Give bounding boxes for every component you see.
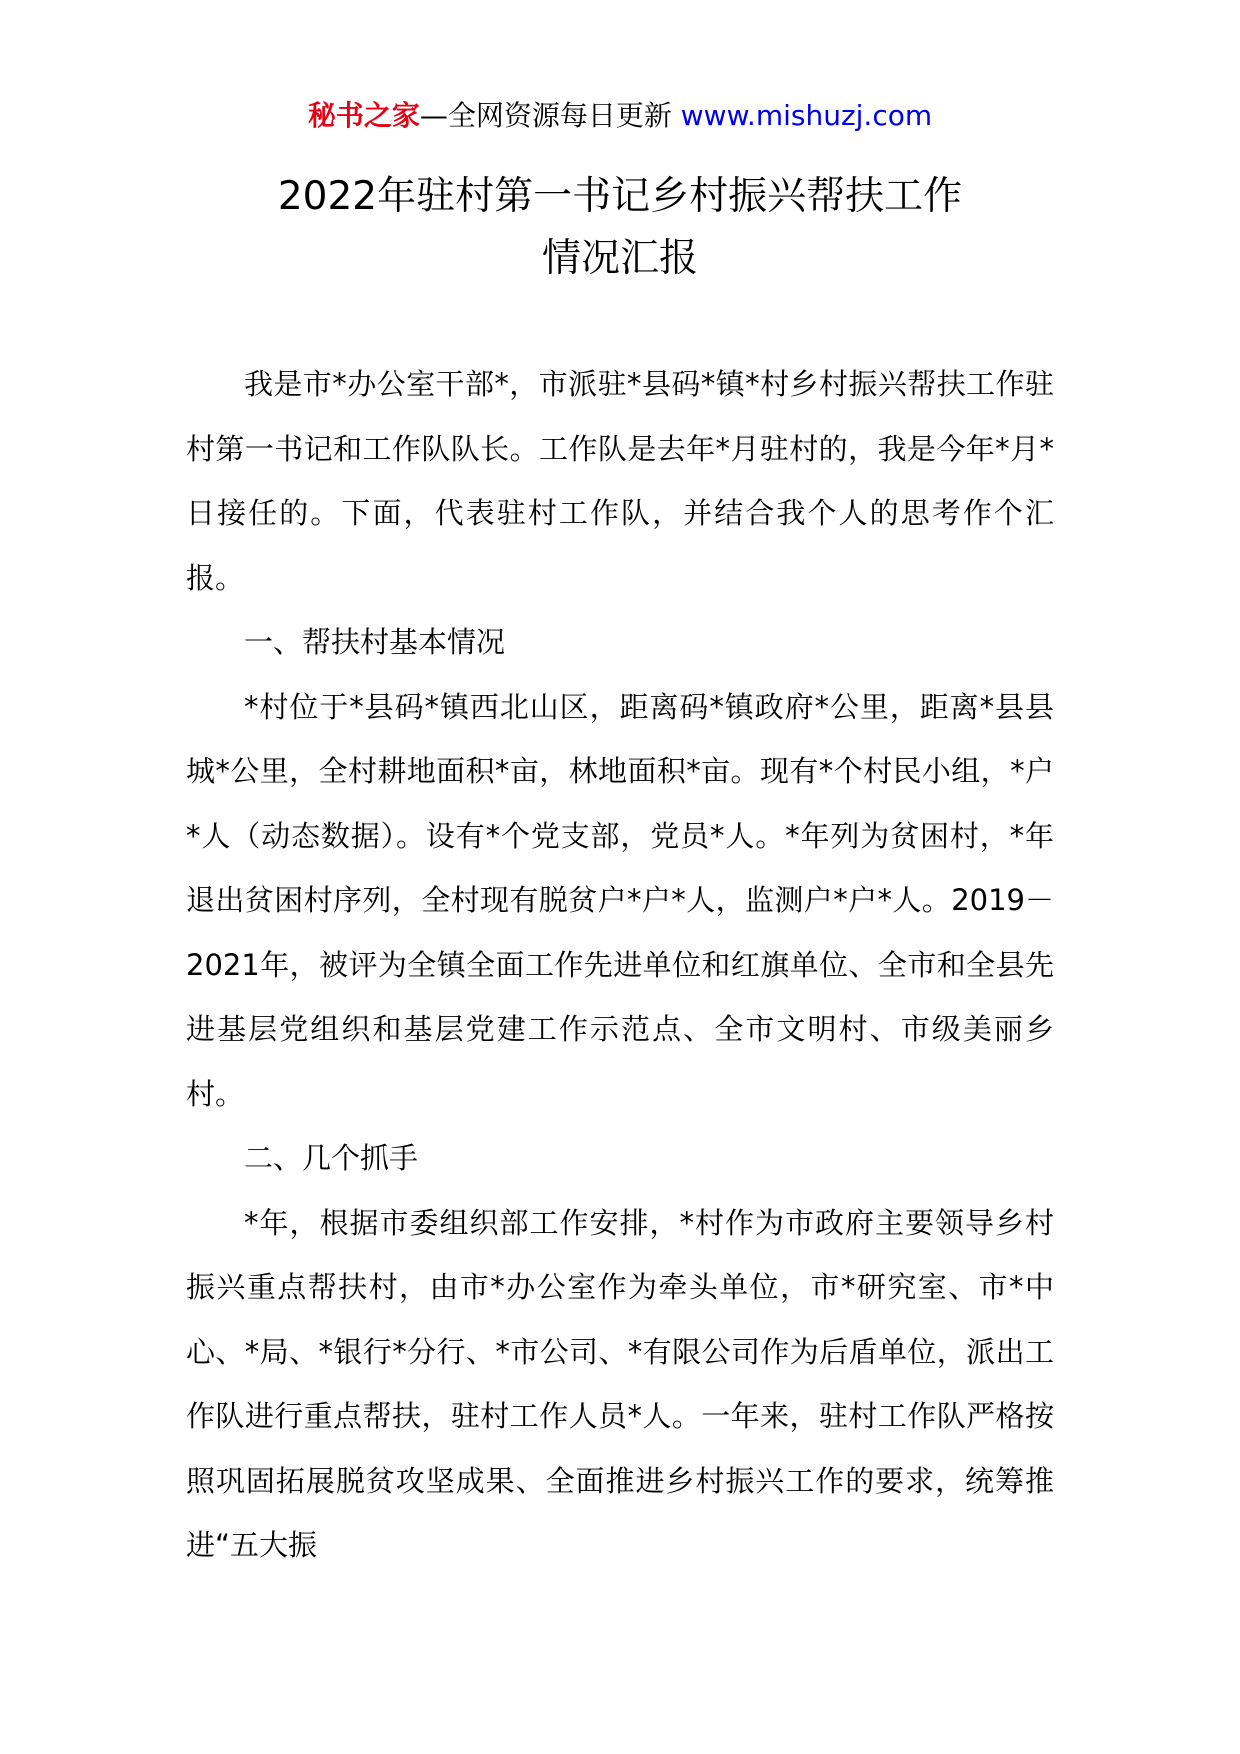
intro-paragraph: 我是市*办公室干部*，市派驻*县码*镇*村乡村振兴帮扶工作驻村第一书记和工作队队长。工作队是去年*月驻村的，我是今年*月*日接任的。下面，代表驻村工作队，并结合我个人的思考作个汇报。	[186, 367, 1054, 595]
section-2-paragraph: *年，根据市委组织部工作安排，*村作为市政府主要领导乡村振兴重点帮扶村，由市*办公室作为牵头单位，市*研究室、市*中心、*局、*银行*分行、*市公司、*有限公司作为后盾单位，派出工作队进行重点帮扶，驻村工作人员*人。一年来，驻村工作队严格按照巩固拓展脱贫攻坚成果、全面推进乡村振兴工作的要求，统筹推进“五大振	[186, 1205, 1054, 1562]
section-2-heading: 二、几个抓手	[244, 1141, 419, 1175]
site-header	[0, 96, 1240, 136]
title-line-1: 2022年驻村第一书记乡村振兴帮扶工作	[277, 174, 963, 219]
document-title	[0, 166, 1240, 290]
site-url-link[interactable]: www.mishuzj.com	[680, 99, 933, 132]
section-1-heading: 一、帮扶村基本情况	[244, 625, 506, 659]
document-body	[186, 352, 1054, 1578]
header-tagline: —全网资源每日更新	[419, 99, 681, 132]
title-line-2: 情况汇报	[541, 236, 698, 281]
brand-name: 秘书之家	[307, 99, 420, 132]
section-1-paragraph: *村位于*县码*镇西北山区，距离码*镇政府*公里，距离*县县城*公里，全村耕地面积*亩，林地面积*亩。现有*个村民小组，*户*人（动态数据）。设有*个党支部，党员*人。*年列为贫困村，*年退出贫困村序列，全村现有脱贫户*户*人，监测户*户*人。2019－2021年，被评为全镇全面工作先进单位和红旗单位、全市和全县先进基层党组织和基层党建工作示范点、全市文明村、市级美丽乡村。	[186, 689, 1054, 1111]
